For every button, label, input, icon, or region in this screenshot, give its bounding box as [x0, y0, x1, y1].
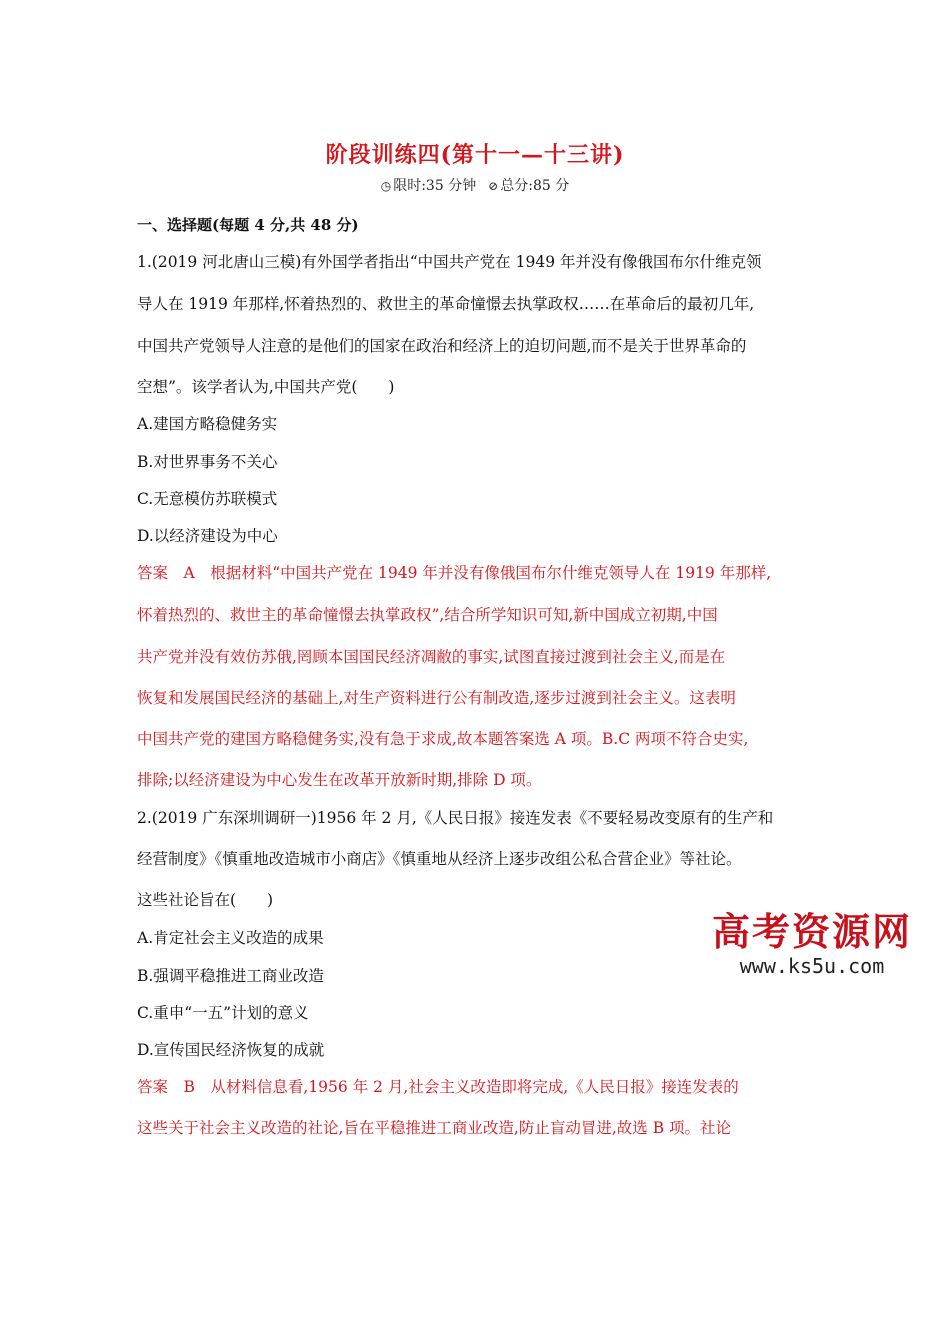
q1-answer-line-4: 恢复和发展国民经济的基础上,对生产资料进行公有制改造,逐步过渡到社会主义。这表明 — [137, 689, 736, 707]
q1-option-d: D.以经济建设为中心 — [137, 527, 278, 545]
watermark-url: www.ks5u.com — [739, 954, 885, 978]
section-heading: 一、选择题(每题 4 分,共 48 分) — [137, 216, 359, 234]
check-circle-icon: ⊘ — [488, 179, 499, 193]
q1-line-2: 导人在 1919 年那样,怀着热烈的、救世主的革命憧憬去执掌政权……在革命后的最初几年, — [137, 295, 755, 313]
q1-line-1: 1.(2019 河北唐山三模)有外国学者指出“中国共产党在 1949 年并没有像俄国布尔什维克领 — [137, 253, 762, 271]
q1-option-c: C.无意模仿苏联模式 — [137, 490, 278, 508]
q1-option-b: B.对世界事务不关心 — [137, 453, 278, 471]
q2-answer-line-2: 这些关于社会主义改造的社论,旨在平稳推进工商业改造,防止盲动冒进,故选 B 项。社论 — [137, 1119, 732, 1137]
q1-option-a: A.建国方略稳健务实 — [137, 415, 278, 433]
q1-answer-line-6: 排除;以经济建设为中心发生在改革开放新时期,排除 D 项。 — [137, 771, 542, 789]
q2-line-1: 2.(2019 广东深圳调研一)1956 年 2 月,《人民日报》接连发表《不要轻易改变原有的生产和 — [137, 809, 774, 827]
total-score: 总分:85 分 — [500, 178, 570, 194]
watermark-logo — [712, 910, 912, 978]
q1-answer-line-3: 共产党并没有效仿苏俄,罔顾本国国民经济凋敝的事实,试图直接过渡到社会主义,而是在 — [137, 648, 726, 666]
q2-option-d: D.宣传国民经济恢复的成就 — [137, 1041, 325, 1059]
clock-icon: ◷ — [380, 179, 392, 193]
q2-answer-line-1: 答案 B 从材料信息看,1956 年 2 月,社会主义改造即将完成,《人民日报》接连发表的 — [137, 1078, 739, 1096]
q2-option-c: C.重申“一五”计划的意义 — [137, 1004, 309, 1022]
q1-answer-line-5: 中国共产党的建国方略稳健务实,没有急于求成,故本题答案选 A 项。B.C 两项不符合史实, — [137, 730, 749, 748]
q2-option-b: B.强调平稳推进工商业改造 — [137, 967, 324, 985]
q1-line-3: 中国共产党领导人注意的是他们的国家在政治和经济上的迫切问题,而不是关于世界革命的 — [137, 337, 747, 355]
q1-line-4: 空想”。该学者认为,中国共产党( ) — [137, 378, 395, 396]
q2-option-a: A.肯定社会主义改造的成果 — [137, 929, 324, 947]
time-limit: 限时:35 分钟 — [393, 178, 477, 194]
q1-answer-line-2: 怀着热烈的、救世主的革命憧憬去执掌政权”,结合所学知识可知,新中国成立初期,中国 — [137, 606, 718, 624]
q1-answer-line-1: 答案 A 根据材料“中国共产党在 1949 年并没有像俄国布尔什维克领导人在 1919 年那样, — [137, 564, 772, 582]
q2-line-2: 经营制度》《慎重地改造城市小商店》《慎重地从经济上逐步改组公私合营企业》等社论。 — [137, 850, 742, 868]
watermark-name: 高考资源网 — [712, 910, 913, 954]
q2-line-3: 这些社论旨在( ) — [137, 891, 274, 909]
page-title: 阶段训练四(第十一—十三讲) — [325, 142, 625, 168]
exam-meta — [0, 175, 950, 195]
